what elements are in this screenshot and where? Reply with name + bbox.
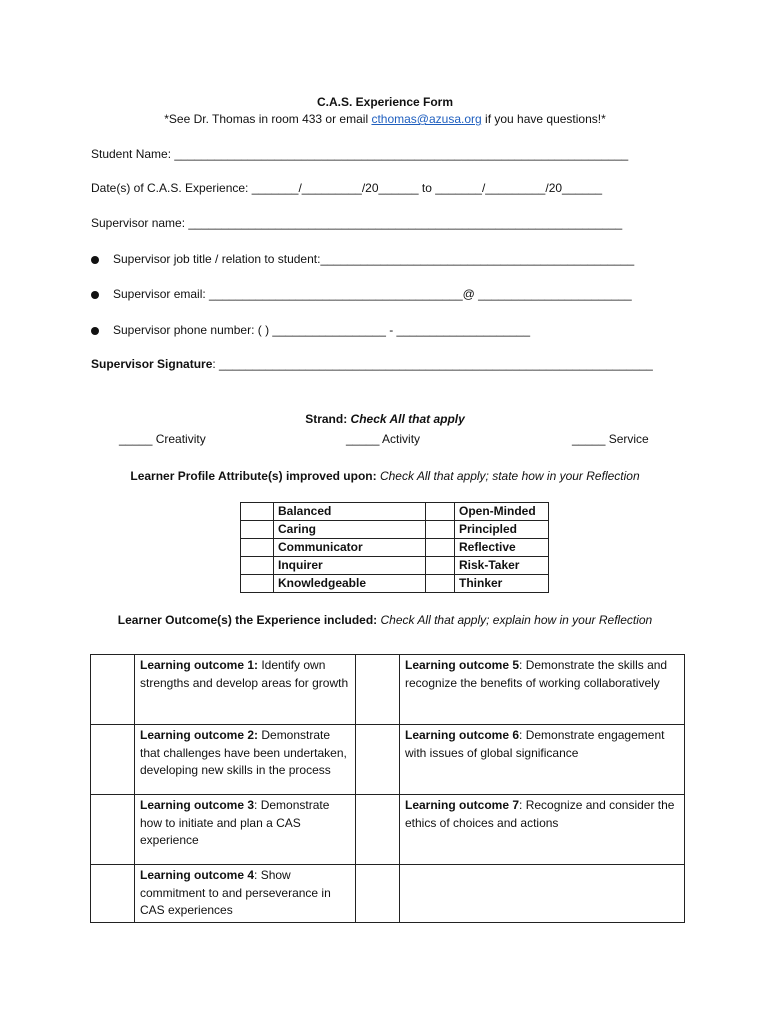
signature-label: Supervisor Signature bbox=[91, 357, 213, 371]
strand-instruction: Check All that apply bbox=[350, 412, 465, 426]
outcomes-instruction: Check All that apply; explain how in your Reflection bbox=[380, 613, 653, 627]
outcome-label: Learning outcome 2: bbox=[140, 728, 259, 742]
checkbox-cell[interactable] bbox=[241, 521, 274, 539]
attribute-cell: Knowledgeable bbox=[274, 575, 426, 593]
student-name-field[interactable]: Student Name: ____________________________________________________________________ bbox=[91, 147, 629, 161]
outcome-cell bbox=[400, 655, 685, 725]
outcome-label: Learning outcome 5 bbox=[405, 658, 520, 672]
table-row bbox=[91, 725, 685, 795]
attribute-cell: Risk-Taker bbox=[455, 557, 549, 575]
table-row bbox=[91, 655, 685, 725]
outcome-cell bbox=[135, 795, 356, 865]
email-link[interactable]: cthomas@azusa.org bbox=[371, 112, 482, 126]
strand-heading bbox=[0, 412, 770, 426]
learner-profile-label: Learner Profile Attribute(s) improved upon: bbox=[130, 469, 380, 483]
supervisor-email-field[interactable]: Supervisor email: ______________________________________@ _______________________ bbox=[113, 287, 632, 301]
job-title-field[interactable]: Supervisor job title / relation to student:_______________________________________________ bbox=[113, 252, 635, 266]
signature-field[interactable] bbox=[91, 357, 653, 371]
table-row bbox=[241, 539, 549, 557]
empty-cell bbox=[400, 865, 685, 923]
outcome-label: Learning outcome 1: bbox=[140, 658, 259, 672]
checkbox-cell[interactable] bbox=[241, 557, 274, 575]
strand-activity[interactable]: _____ Activity bbox=[346, 432, 421, 446]
outcome-text: : Demonstrate how to initiate and plan a CAS experience bbox=[140, 798, 330, 847]
checkbox-cell[interactable] bbox=[91, 655, 135, 725]
contact-note-after: if you have questions!* bbox=[481, 112, 606, 126]
outcome-label: Learning outcome 3 bbox=[140, 798, 255, 812]
bullet-icon bbox=[91, 327, 99, 335]
attribute-cell: Principled bbox=[455, 521, 549, 539]
supervisor-name-field[interactable]: Supervisor name: _________________________________________________________________ bbox=[91, 216, 623, 230]
checkbox-cell[interactable] bbox=[91, 865, 135, 923]
checkbox-cell[interactable] bbox=[356, 795, 400, 865]
table-row bbox=[241, 503, 549, 521]
outcome-table bbox=[90, 654, 685, 923]
table-row bbox=[91, 795, 685, 865]
outcome-label: Learning outcome 4 bbox=[140, 868, 255, 882]
outcome-label: Learning outcome 6 bbox=[405, 728, 520, 742]
outcome-text: : Recognize and consider the ethics of choices and actions bbox=[405, 798, 675, 830]
outcome-text: Demonstrate that challenges have been undertaken, developing new skills in the process bbox=[140, 728, 347, 777]
checkbox-cell[interactable] bbox=[426, 521, 455, 539]
outcome-text: : Demonstrate the skills and recognize the benefits of working collaboratively bbox=[405, 658, 668, 690]
outcome-label: Learning outcome 7 bbox=[405, 798, 520, 812]
checkbox-cell[interactable] bbox=[356, 655, 400, 725]
attribute-cell: Inquirer bbox=[274, 557, 426, 575]
bullet-icon bbox=[91, 256, 99, 264]
attribute-cell: Reflective bbox=[455, 539, 549, 557]
contact-note bbox=[0, 112, 770, 126]
strand-service[interactable]: _____ Service bbox=[572, 432, 649, 446]
checkbox-cell[interactable] bbox=[426, 557, 455, 575]
checkbox-cell[interactable] bbox=[241, 539, 274, 557]
form-title: C.A.S. Experience Form bbox=[316, 95, 454, 109]
table-row bbox=[241, 575, 549, 593]
outcome-text: : Show commitment to and perseverance in CAS experiences bbox=[140, 868, 331, 917]
table-row bbox=[241, 557, 549, 575]
bullet-icon bbox=[91, 291, 99, 299]
attribute-cell: Open-Minded bbox=[455, 503, 549, 521]
checkbox-cell[interactable] bbox=[426, 575, 455, 593]
signature-line: : _________________________________________________________________ bbox=[212, 357, 653, 371]
outcome-cell bbox=[135, 865, 356, 923]
strand-creativity[interactable]: _____ Creativity bbox=[119, 432, 206, 446]
strand-label: Strand: bbox=[305, 412, 351, 426]
supervisor-phone-field[interactable]: Supervisor phone number: ( ) _________________ - ____________________ bbox=[113, 323, 531, 337]
outcome-cell bbox=[400, 795, 685, 865]
outcomes-label: Learner Outcome(s) the Experience included: bbox=[117, 613, 381, 627]
checkbox-cell[interactable] bbox=[241, 575, 274, 593]
outcome-cell bbox=[135, 725, 356, 795]
outcome-cell bbox=[135, 655, 356, 725]
learner-profile-instruction: Check All that apply; state how in your Reflection bbox=[379, 469, 640, 483]
outcome-cell bbox=[400, 725, 685, 795]
checkbox-cell[interactable] bbox=[426, 539, 455, 557]
table-row bbox=[91, 865, 685, 923]
checkbox-cell[interactable] bbox=[91, 795, 135, 865]
attribute-cell: Balanced bbox=[274, 503, 426, 521]
outcome-text: Identify own strengths and develop areas for growth bbox=[140, 658, 349, 690]
outcomes-heading bbox=[0, 613, 770, 627]
checkbox-cell[interactable] bbox=[241, 503, 274, 521]
outcome-text: : Demonstrate engagement with issues of global significance bbox=[405, 728, 665, 760]
checkbox-cell[interactable] bbox=[426, 503, 455, 521]
contact-note-before: *See Dr. Thomas in room 433 or email bbox=[164, 112, 372, 126]
attribute-table bbox=[240, 502, 549, 593]
checkbox-cell[interactable] bbox=[91, 725, 135, 795]
learner-profile-heading bbox=[0, 469, 770, 483]
attribute-cell: Caring bbox=[274, 521, 426, 539]
checkbox-cell[interactable] bbox=[356, 725, 400, 795]
attribute-cell: Communicator bbox=[274, 539, 426, 557]
attribute-cell: Thinker bbox=[455, 575, 549, 593]
table-row bbox=[241, 521, 549, 539]
dates-field[interactable]: Date(s) of C.A.S. Experience: _______/_________/20______ to _______/_________/20______ bbox=[91, 181, 603, 195]
checkbox-cell[interactable] bbox=[356, 865, 400, 923]
